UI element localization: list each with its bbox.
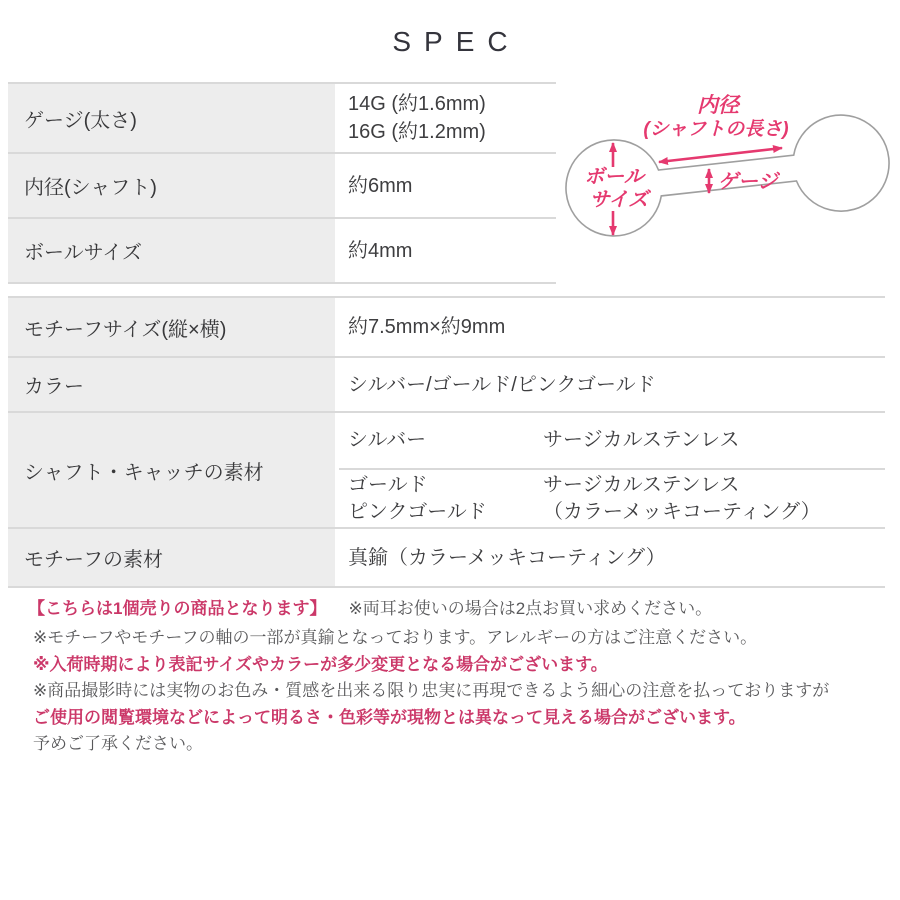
ball-size-label-line2: サイズ: [589, 189, 649, 211]
row-label-ball-size: ボールサイズ: [8, 219, 335, 282]
value-line: 約6mm: [348, 174, 413, 197]
table-row: [8, 298, 885, 356]
row-value-motif-size: [339, 298, 885, 356]
both-ears-notice: ※両耳お使いの場合は2点お買い求めください。: [348, 599, 713, 618]
variant-material: [543, 470, 885, 527]
table-row: [8, 411, 885, 527]
value-line: 真鍮（カラーメッキコーティング）: [348, 546, 666, 569]
variant-name: [339, 413, 543, 468]
value-line: 約7.5mm×約9mm: [348, 316, 506, 338]
spec-table-materials: [8, 296, 885, 588]
value-line: ゴールド: [348, 473, 428, 496]
inner-diameter-label: 内径: [697, 94, 739, 117]
value-line: （カラーメッキコーティング）: [543, 500, 821, 523]
table-row: [8, 217, 556, 282]
value-line: 約4mm: [348, 239, 413, 262]
row-label-inner-diameter: 内径(シャフト): [8, 154, 335, 217]
variant-row-gold-pinkgold: [339, 468, 885, 527]
variant-name: [339, 470, 543, 527]
row-label-motif-size: モチーフサイズ(縦×横): [8, 298, 335, 356]
value-line: 14G (約1.6mm): [348, 93, 486, 115]
spec-table-dimensions: [8, 82, 556, 284]
gauge-label: ゲージ: [718, 171, 778, 193]
ball-size-label-line1: ボール: [584, 166, 644, 188]
row-value-ball-size: [339, 219, 556, 282]
table-row: [8, 527, 885, 586]
row-value-inner-diameter: [339, 154, 556, 217]
value-line: シルバー: [348, 429, 427, 451]
inner-diameter-sublabel: (シャフトの長さ): [643, 119, 789, 140]
table-row: [8, 84, 556, 152]
row-value-motif-material: [339, 529, 885, 586]
row-value-gauge: [339, 84, 556, 152]
single-item-notice: 【こちらは1個売りの商品となります】: [28, 599, 327, 618]
value-line: シルバー/ゴールド/ピンクゴールド: [348, 373, 656, 396]
note-line: 予めご了承ください。: [33, 734, 203, 753]
note-line-emphasis: ※入荷時期により表記サイズやカラーが多少変更となる場合がございます。: [33, 654, 608, 674]
row-value-color: [339, 358, 885, 411]
row-label-shaft-material: シャフト・キャッチの素材: [8, 413, 335, 527]
value-line: ピンクゴールド: [348, 500, 487, 523]
note-line: ※モチーフやモチーフの軸の一部が真鍮となっております。アレルギーの方はご注意ください。: [33, 628, 758, 647]
variant-row-silver: [339, 413, 885, 468]
variant-material: [543, 413, 885, 468]
value-line: サージカルステンレス: [543, 429, 740, 451]
shaft-material-variants: [339, 413, 885, 527]
row-label-color: カラー: [8, 358, 335, 411]
table-row: [8, 152, 556, 217]
note-line: ※商品撮影時には実物のお色み・質感を出来る限り忠実に再現できるよう細心の注意を払っておりますが: [33, 681, 830, 700]
value-line: 16G (約1.2mm): [348, 121, 486, 143]
table-row: [8, 356, 885, 411]
row-label-gauge: ゲージ(太さ): [8, 84, 335, 152]
page-title: SPEC: [392, 26, 521, 57]
value-line: サージカルステンレス: [543, 473, 740, 496]
barbell-measurement-diagram: [552, 78, 892, 313]
row-label-motif-material: モチーフの素材: [8, 529, 335, 586]
note-headline-row: [28, 594, 888, 619]
notes-section: [28, 594, 888, 758]
note-line-emphasis: ご使用の閲覧環境などによって明るさ・色彩等が現物とは異なって見える場合がございます。: [33, 707, 746, 727]
